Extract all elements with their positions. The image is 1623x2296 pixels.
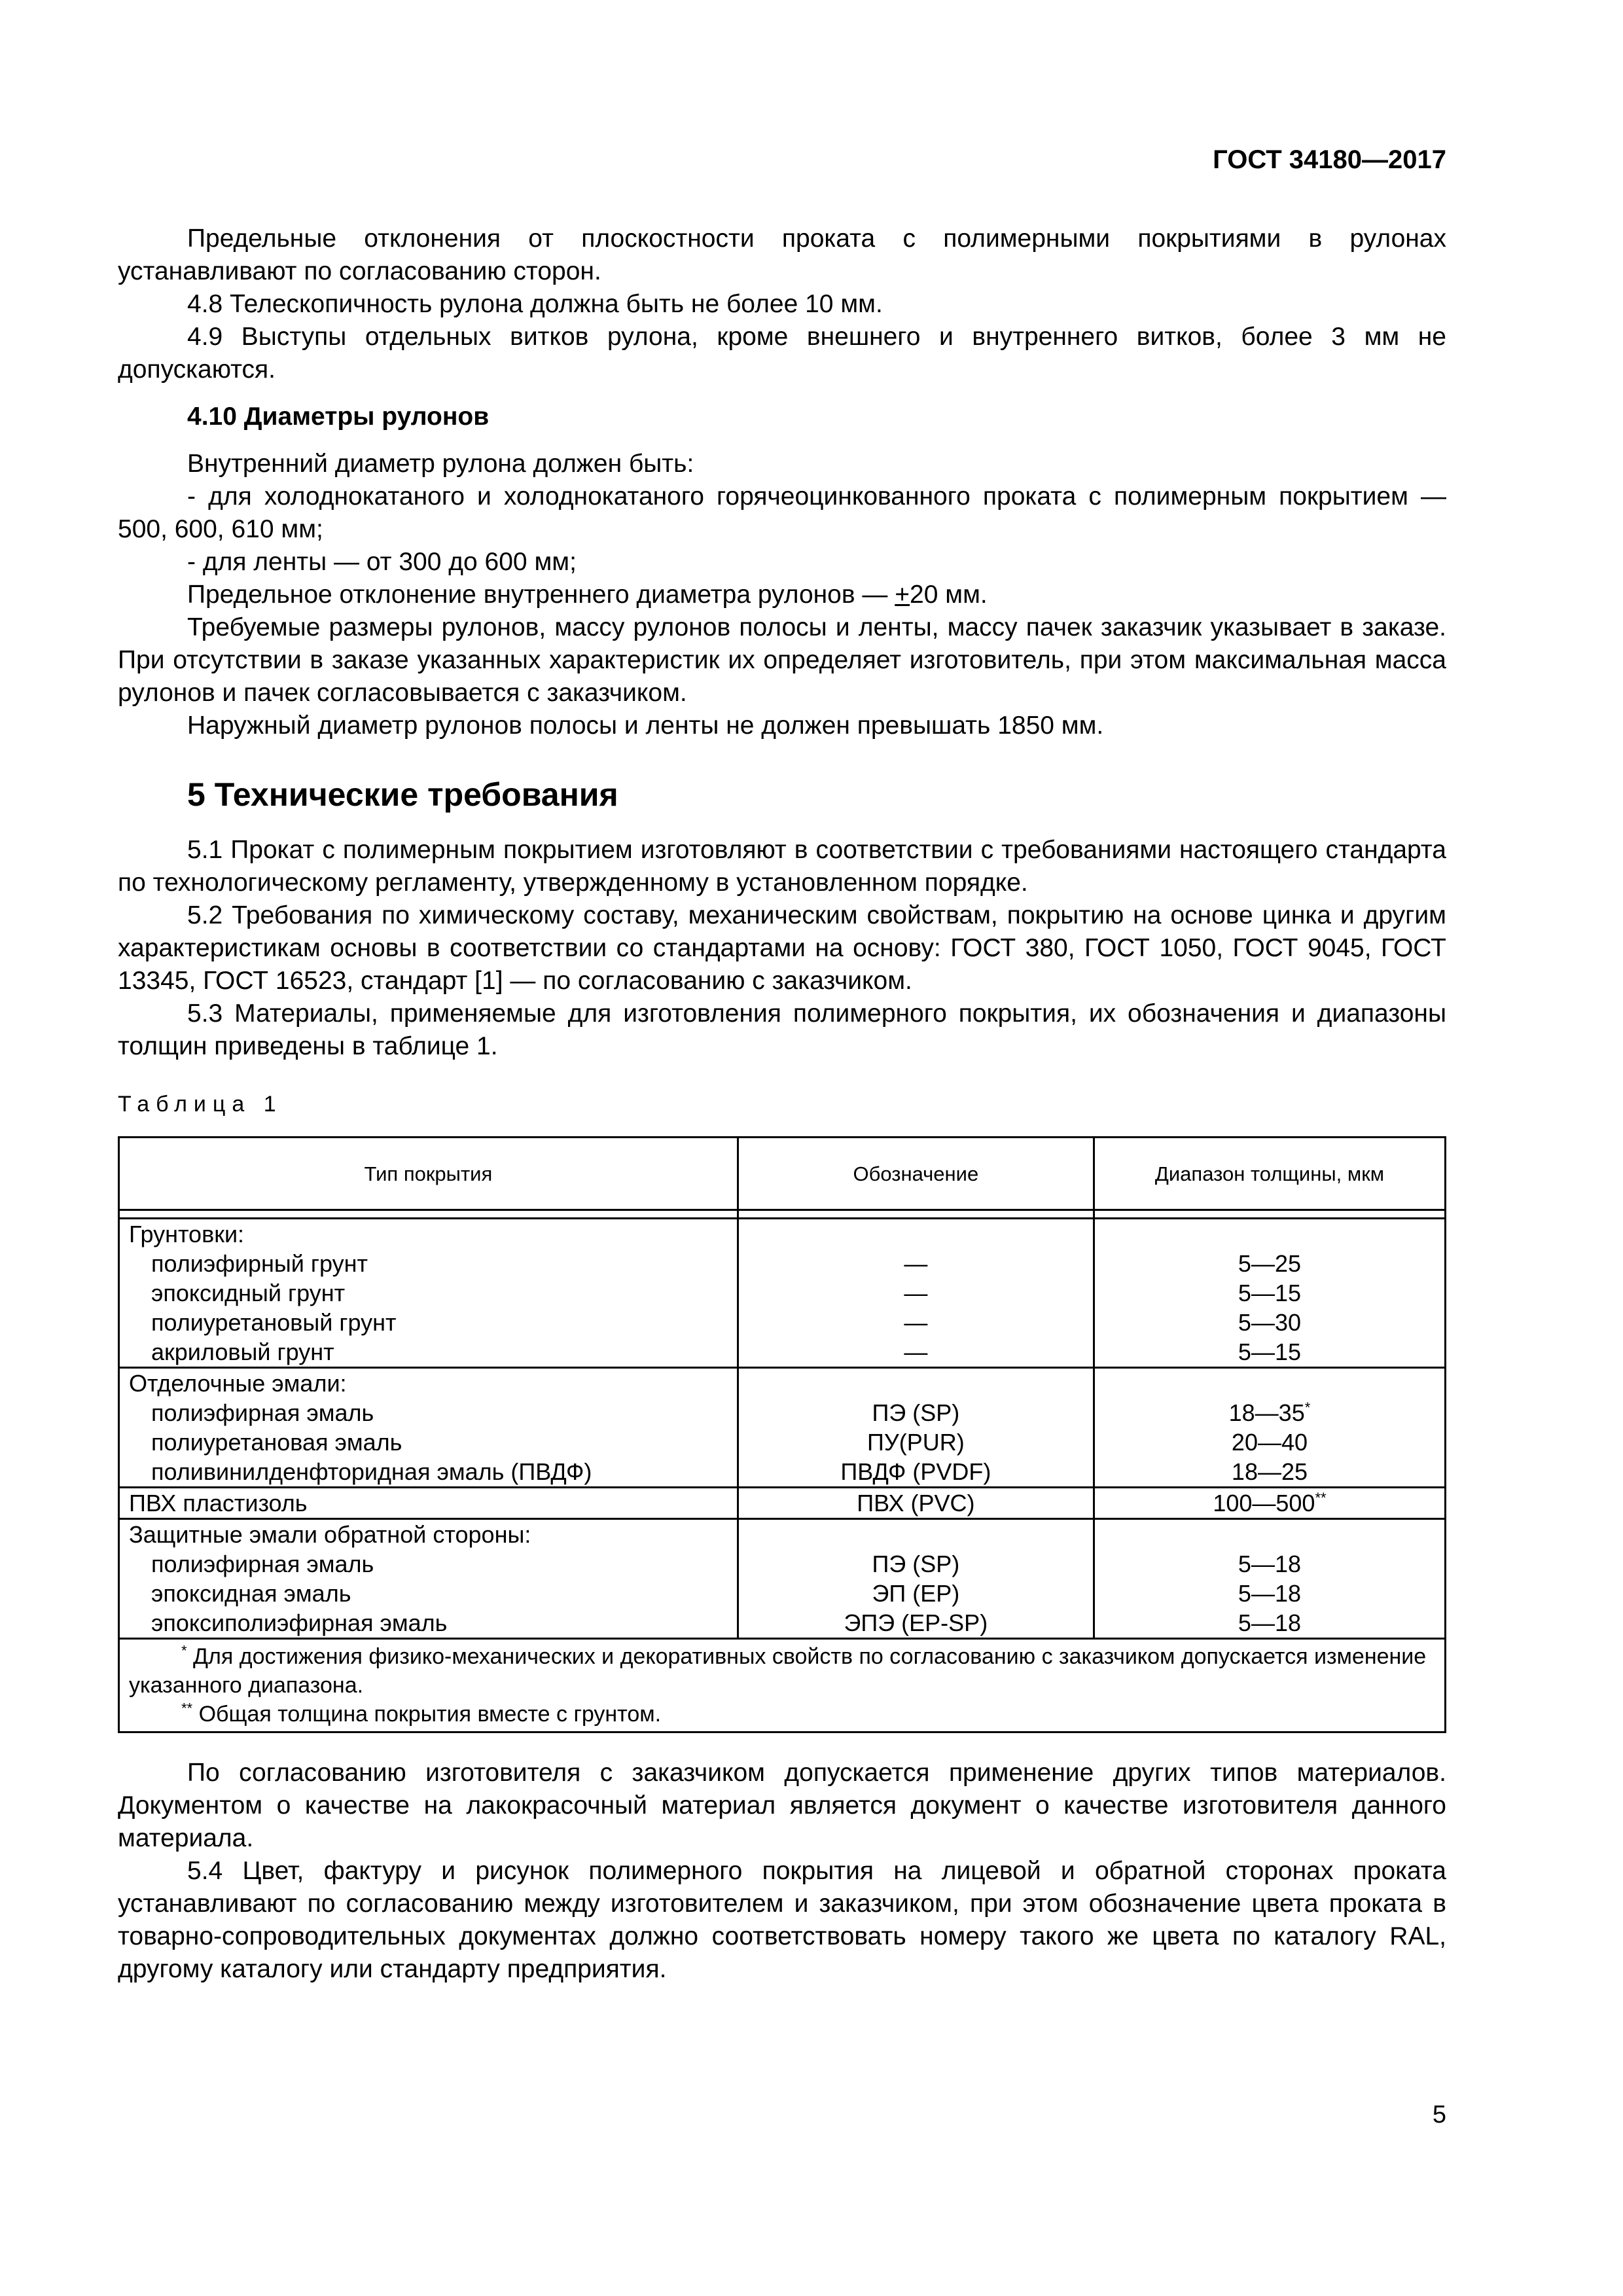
coating-code: — bbox=[904, 1250, 928, 1277]
paragraph: - для ленты — от 300 до 600 мм; bbox=[187, 548, 577, 576]
code-cell bbox=[738, 1519, 1094, 1639]
section-heading: 5 Технические требования bbox=[187, 776, 618, 813]
paragraph: 5.3 Материалы, применяемые для изготовления полимерного покрытия, их обозначения и диапазоны толщин приведены в таблице 1. bbox=[118, 999, 1446, 1060]
paragraph: 5.4 Цвет, фактуру и рисунок полимерного покрытия на лицевой и обратной сторонах проката устанавливают по согласованию между изготовителем и заказчиком, при этом обозначение цвета проката в товарно-сопроводительных документах должно соответствовать номеру такого же цвета по каталогу RAL, другому каталогу или стандарту предприятия. bbox=[118, 1857, 1446, 1983]
code-cell bbox=[738, 1368, 1094, 1488]
coating-code: ПЭ (SP) bbox=[872, 1399, 960, 1426]
paragraph: Внутренний диаметр рулона должен быть: bbox=[187, 450, 694, 478]
paragraph: По согласованию изготовителя с заказчиком допускается применение других типов материалов. Документом о качестве на лакокрасочный материал является документ о качестве изготовителя данного материала. bbox=[118, 1759, 1446, 1852]
thickness-range: 5—15 bbox=[1238, 1280, 1301, 1306]
group-title: Защитные эмали обратной стороны: bbox=[129, 1521, 531, 1548]
coating-code: ЭПЭ (EP-SP) bbox=[844, 1609, 988, 1636]
coating-code: — bbox=[904, 1338, 928, 1365]
coating-table bbox=[118, 1136, 1446, 1733]
thickness-range: 5—30 bbox=[1238, 1309, 1301, 1336]
thickness-range: 100—500 bbox=[1213, 1490, 1315, 1516]
coating-code: — bbox=[904, 1280, 928, 1306]
table-notes bbox=[119, 1639, 1446, 1732]
thickness-range: 5—15 bbox=[1238, 1338, 1301, 1365]
coating-type: полиэфирная эмаль bbox=[151, 1399, 374, 1426]
header-separator bbox=[119, 1210, 1446, 1219]
document-body bbox=[118, 223, 1446, 1986]
coating-type: эпоксиполиэфирная эмаль bbox=[151, 1609, 448, 1636]
thickness-range: 5—25 bbox=[1238, 1250, 1301, 1277]
footnote-text: Общая толщина покрытия вместе с грунтом. bbox=[198, 1702, 662, 1727]
coating-type: эпоксидный грунт bbox=[151, 1280, 346, 1306]
document-code: ГОСТ 34180—2017 bbox=[1213, 145, 1446, 174]
document-page bbox=[118, 0, 1446, 2296]
plus-minus-sign: + bbox=[895, 581, 910, 609]
paragraph: Предельные отклонения от плоскостности проката с полимерными покрытиями в рулонах устанавливают по согласованию сторон. bbox=[118, 224, 1446, 285]
footnote-text: Для достижения физико-механических и декоративных свойств по согласованию с заказчиком допускается изменение указанного диапазона. bbox=[129, 1644, 1427, 1698]
type-cell bbox=[119, 1519, 738, 1639]
coating-code: ЭП (ЕР) bbox=[872, 1580, 960, 1607]
page-number: 5 bbox=[1432, 2101, 1446, 2128]
paragraph: Требуемые размеры рулонов, массу рулонов полосы и ленты, массу пачек заказчик указывает в заказе. При отсутствии в заказе указанных характеристик их определяет изготовитель, при этом максимальная масса рулонов и пачек согласовывается с заказчиком. bbox=[118, 613, 1446, 707]
table-caption: Таблица 1 bbox=[118, 1092, 283, 1117]
type-cell bbox=[119, 1368, 738, 1488]
coating-type: полиэфирная эмаль bbox=[151, 1551, 374, 1577]
thickness-range: 18—35 bbox=[1228, 1399, 1305, 1426]
thickness-range: 5—18 bbox=[1238, 1580, 1301, 1607]
type-cell: ПВХ пластизоль bbox=[119, 1488, 738, 1519]
paragraph bbox=[118, 579, 1446, 611]
coating-type: эпоксидная эмаль bbox=[151, 1580, 351, 1607]
subsection-heading: 4.10 Диаметры рулонов bbox=[187, 403, 490, 431]
column-header: Тип покрытия bbox=[119, 1138, 738, 1210]
range-cell bbox=[1094, 1519, 1445, 1639]
coating-code: ПЭ (SP) bbox=[872, 1551, 960, 1577]
table-row bbox=[119, 1219, 1446, 1368]
code-cell: ПВХ (PVC) bbox=[738, 1488, 1094, 1519]
paragraph: - для холоднокатаного и холоднокатаного горячеоцинкованного проката с полимерным покрытием — 500, 600, 610 мм; bbox=[118, 482, 1446, 543]
coating-code: ПВДФ (PVDF) bbox=[840, 1458, 991, 1485]
table-row bbox=[119, 1488, 1446, 1519]
footnote bbox=[129, 1642, 1435, 1700]
coating-code: — bbox=[904, 1309, 928, 1336]
range-cell bbox=[1094, 1219, 1445, 1368]
thickness-range: 5—18 bbox=[1238, 1551, 1301, 1577]
paragraph: 5.1 Прокат с полимерным покрытием изготовляют в соответствии с требованиями настоящего стандарта по технологическому регламенту, утвержденному в установленном порядке. bbox=[118, 836, 1446, 897]
paragraph: Наружный диаметр рулонов полосы и ленты не должен превышать 1850 мм. bbox=[187, 711, 1104, 740]
column-header: Обозначение bbox=[738, 1138, 1094, 1210]
text: Предельное отклонение внутреннего диаметра рулонов — bbox=[187, 581, 895, 609]
coating-type: полиэфирный грунт bbox=[151, 1250, 368, 1277]
thickness-range: 18—25 bbox=[1231, 1458, 1308, 1485]
table-header-row bbox=[119, 1138, 1446, 1210]
footnote-mark: * bbox=[1304, 1399, 1311, 1416]
coating-type: полиуретановый грунт bbox=[151, 1309, 397, 1336]
column-header: Диапазон толщины, мкм bbox=[1094, 1138, 1445, 1210]
range-cell bbox=[1094, 1368, 1445, 1488]
coating-type: акриловый грунт bbox=[151, 1338, 334, 1365]
paragraph: 5.2 Требования по химическому составу, механическим свойствам, покрытию на основе цинка и другим характеристикам основы в соответствии со стандартами на основу: ГОСТ 380, ГОСТ 1050, ГОСТ 9045, ГОСТ 13345, ГОСТ 16523, стандарт [1] — по согласованию с заказчиком. bbox=[118, 901, 1446, 995]
group-title: Грунтовки: bbox=[129, 1221, 245, 1247]
group-title: Отделочные эмали: bbox=[129, 1370, 347, 1397]
type-cell bbox=[119, 1219, 738, 1368]
range-cell bbox=[1094, 1488, 1445, 1519]
table-row bbox=[119, 1368, 1446, 1488]
footnote-mark: ** bbox=[181, 1700, 193, 1717]
thickness-range: 5—18 bbox=[1238, 1609, 1301, 1636]
thickness-range-with-note bbox=[1104, 1398, 1435, 1427]
coating-type: полиуретановая эмаль bbox=[151, 1429, 402, 1456]
paragraph: 4.8 Телескопичность рулона должна быть не более 10 мм. bbox=[187, 290, 883, 318]
paragraph: 4.9 Выступы отдельных витков рулона, кроме внешнего и внутреннего витков, более 3 мм не допускаются. bbox=[118, 323, 1446, 384]
code-cell bbox=[738, 1219, 1094, 1368]
thickness-range: 20—40 bbox=[1231, 1429, 1308, 1456]
footnote bbox=[129, 1700, 1435, 1729]
coating-code: ПУ(PUR) bbox=[867, 1429, 965, 1456]
coating-type: поливинилденфторидная эмаль (ПВДФ) bbox=[151, 1458, 592, 1485]
table-notes-row bbox=[119, 1639, 1446, 1732]
footnote-mark: ** bbox=[1315, 1490, 1327, 1506]
table-row bbox=[119, 1519, 1446, 1639]
text: 20 мм. bbox=[910, 581, 988, 609]
footnote-mark: * bbox=[181, 1642, 187, 1659]
